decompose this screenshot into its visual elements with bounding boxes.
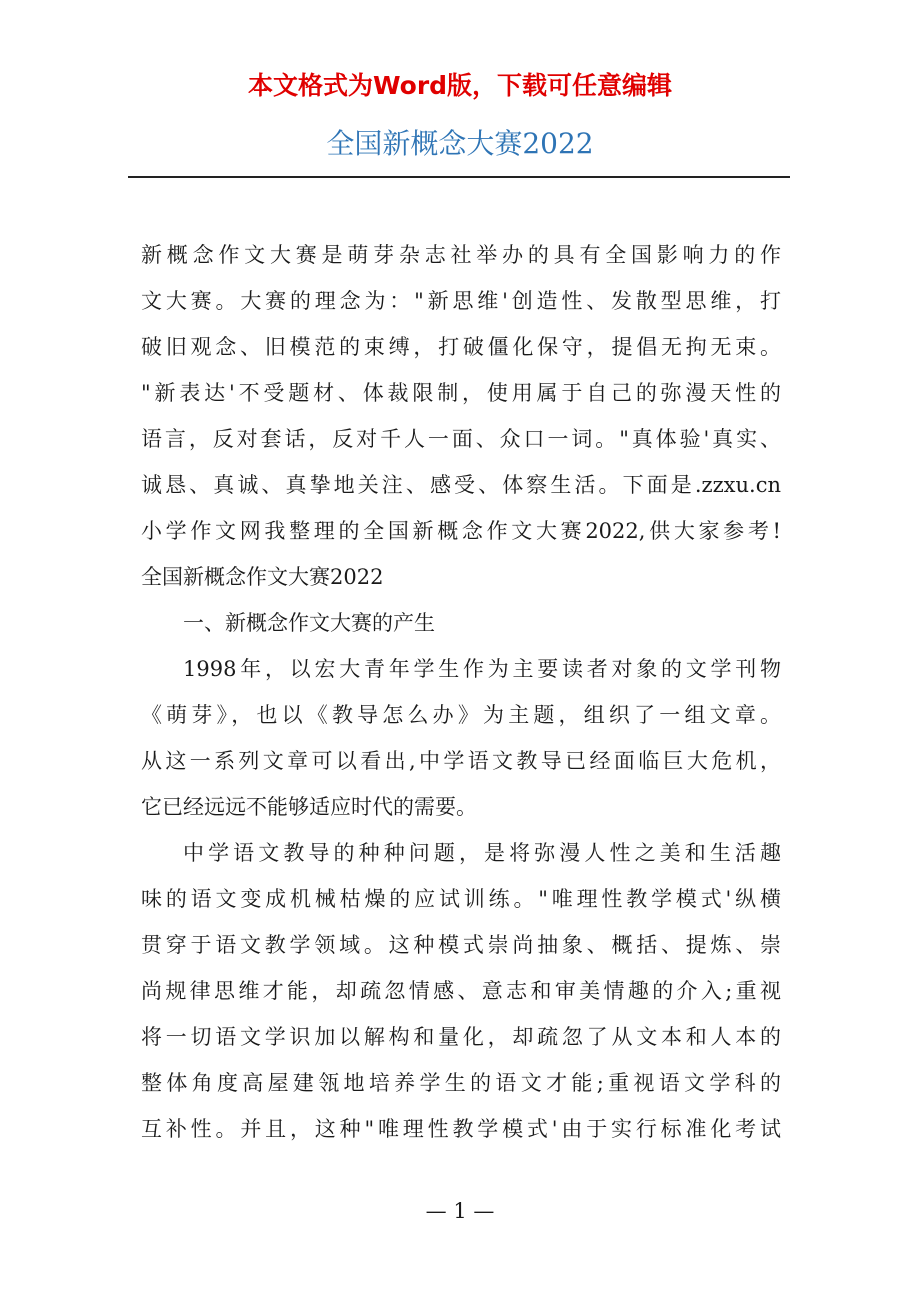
document-body bbox=[141, 232, 781, 1152]
body-line: 尚规律思维才能，却疏忽情感、意志和审美情趣的介入;重视 bbox=[141, 979, 781, 1003]
body-line: 整体角度高屋建瓴地培养学生的语文才能;重视语文学科的 bbox=[141, 1071, 781, 1095]
body-line: 味的语文变成机械枯燥的应试训练。"唯理性教学模式'纵横 bbox=[141, 887, 781, 911]
body-line: 1998年，以宏大青年学生作为主要读者对象的文学刊物 bbox=[183, 657, 781, 681]
page-number: — 1 — bbox=[425, 1199, 495, 1223]
format-banner: 本文格式为Word版，下载可任意编辑 bbox=[247, 71, 673, 100]
body-line: 互补性。并且，这种"唯理性教学模式'由于实行标准化考试 bbox=[141, 1117, 781, 1141]
body-line: 新概念作文大赛是萌芽杂志社举办的具有全国影响力的作 bbox=[141, 243, 781, 267]
section-heading: 全国新概念作文大赛2022 bbox=[141, 565, 384, 589]
body-line: 诚恳、真诚、真挚地关注、感受、体察生活。下面是.zzxu.cn bbox=[141, 473, 781, 497]
title-divider bbox=[128, 176, 790, 178]
body-line: "新表达'不受题材、体裁限制，使用属于自己的弥漫天性的 bbox=[141, 381, 781, 405]
body-line: 语言，反对套话，反对千人一面、众口一词。"真体验'真实、 bbox=[141, 427, 781, 451]
body-line: 破旧观念、旧模范的束缚，打破僵化保守，提倡无拘无束。 bbox=[141, 335, 781, 359]
body-line: 贯穿于语文教学领域。这种模式崇尚抽象、概括、提炼、崇 bbox=[141, 933, 781, 957]
subsection-heading: 一、新概念作文大赛的产生 bbox=[183, 611, 435, 635]
body-line: 文大赛。大赛的理念为："新思维'创造性、发散型思维，打 bbox=[141, 289, 781, 313]
body-line: 小学作文网我整理的全国新概念作文大赛2022,供大家参考! bbox=[141, 519, 781, 543]
body-line: 从这一系列文章可以看出,中学语文教导已经面临巨大危机， bbox=[141, 749, 781, 773]
document-title: 全国新概念大赛2022 bbox=[326, 127, 594, 160]
body-line: 它已经远远不能够适应时代的需要。 bbox=[141, 795, 477, 819]
body-line: 中学语文教导的种种问题，是将弥漫人性之美和生活趣 bbox=[183, 841, 781, 865]
body-line: 将一切语文学识加以解构和量化，却疏忽了从文本和人本的 bbox=[141, 1025, 781, 1049]
body-line: 《萌芽》，也以《教导怎么办》为主题，组织了一组文章。 bbox=[141, 703, 781, 727]
